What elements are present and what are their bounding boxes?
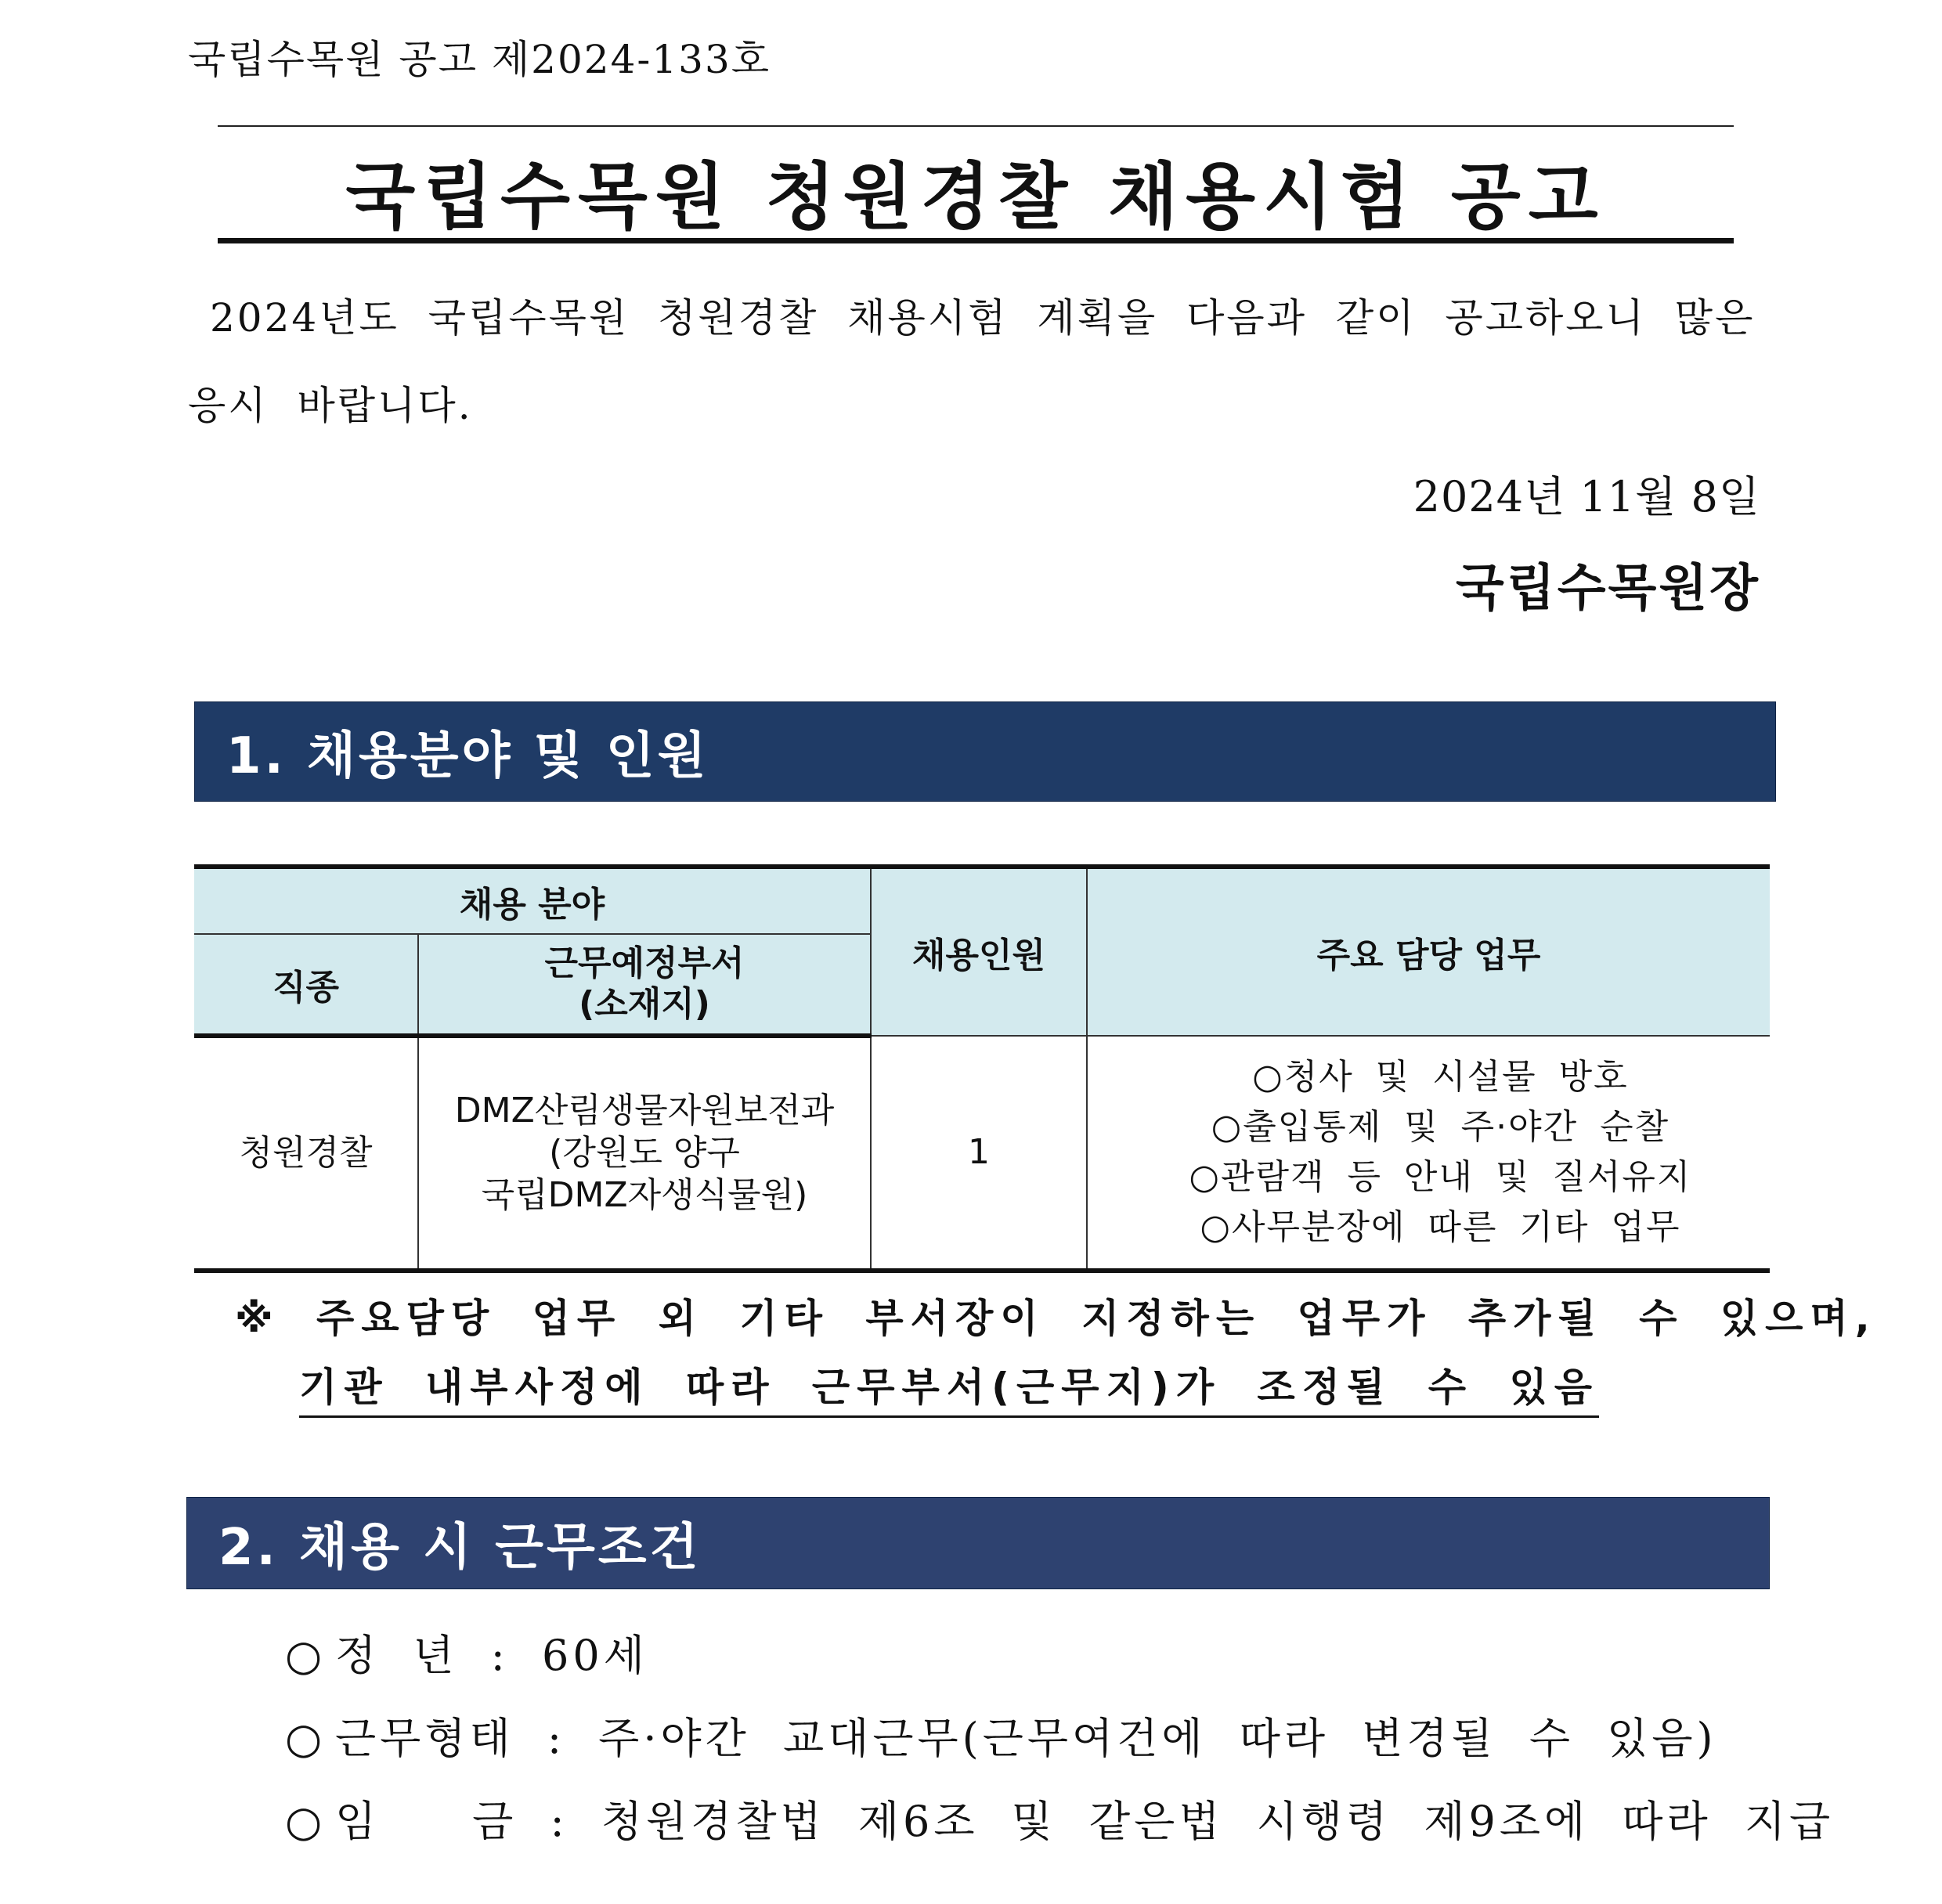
- note-line-1: ※ 주요담당 업무 외 기타 부서장이 지정하는 업무가 추가될 수 있으며,: [235, 1296, 1877, 1341]
- header-main-duties: 주요 담당 업무: [1087, 867, 1770, 1036]
- circle-bullet-icon: ○: [285, 1714, 327, 1763]
- duty-item: ○청사 및 시설물 방호: [1252, 1057, 1629, 1097]
- condition-text: 임 금 : 청원경찰법 제6조 및 같은법 시행령 제9조에 따라 지급: [335, 1797, 1835, 1846]
- title-rule-bottom: [218, 238, 1734, 243]
- circle-bullet-icon: ○: [285, 1797, 327, 1846]
- section-heading-1: [194, 701, 1776, 802]
- circle-bullet-icon: ○: [285, 1631, 327, 1680]
- header-job-type: 직종: [194, 934, 418, 1036]
- condition-text: 정 년 : 60세: [335, 1631, 648, 1680]
- section-heading-1-text: 1. 채용분야 및 인원: [226, 727, 709, 785]
- department-line: DMZ산림생물자원보전과: [454, 1091, 835, 1130]
- header-recruit-field: 채용 분야: [194, 867, 871, 934]
- cell-department: [418, 1036, 871, 1271]
- duty-item: ○출입통제 및 주·야간 순찰: [1211, 1107, 1670, 1147]
- duty-item: ○관람객 등 안내 및 질서유지: [1189, 1157, 1692, 1197]
- note-line-2: 기관 내부사정에 따라 근무부서(근무지)가 조정될 수 있음: [299, 1356, 1599, 1418]
- section-heading-2: [186, 1497, 1770, 1589]
- header-department: [418, 934, 871, 1036]
- cell-duties: [1087, 1036, 1770, 1271]
- header-department-line-1: 근무예정부서: [544, 943, 745, 983]
- cell-job-type: 청원경찰: [194, 1036, 418, 1271]
- department-line: (강원도 양구: [549, 1133, 740, 1173]
- department-line: 국립DMZ자생식물원): [481, 1175, 808, 1215]
- cell-headcount: 1: [871, 1036, 1087, 1271]
- title-rule-top: [218, 125, 1734, 127]
- page-title: 국립수목원 청원경찰 채용시험 공고: [345, 155, 1606, 239]
- condition-text: 근무형태 : 주·야간 교대근무(근무여건에 따라 변경될 수 있음): [335, 1714, 1717, 1763]
- section-heading-2-text: 2. 채용 시 근무조건: [218, 1519, 702, 1577]
- duty-item: ○사무분장에 따른 기타 업무: [1200, 1207, 1681, 1247]
- condition-work-type: [285, 1705, 1717, 1765]
- header-headcount: 채용인원: [871, 867, 1087, 1036]
- intro-text-line-2: 응시 바랍니다.: [188, 383, 473, 428]
- header-department-line-2: (소재지): [579, 984, 710, 1024]
- recruitment-table: [194, 864, 1770, 1273]
- condition-wage: [285, 1788, 1834, 1848]
- intro-text-line-1: 2024년도 국립수목원 청원경찰 채용시험 계획을 다음과 같이 공고하오니 많은: [210, 295, 1756, 341]
- notice-number: 국립수목원 공고 제2024-133호: [188, 37, 771, 82]
- condition-retirement-age: [285, 1622, 648, 1682]
- table-row: [194, 1036, 1770, 1271]
- issuer-name: 국립수목원장: [1456, 560, 1760, 618]
- notice-date: 2024년 11월 8일: [1413, 472, 1760, 521]
